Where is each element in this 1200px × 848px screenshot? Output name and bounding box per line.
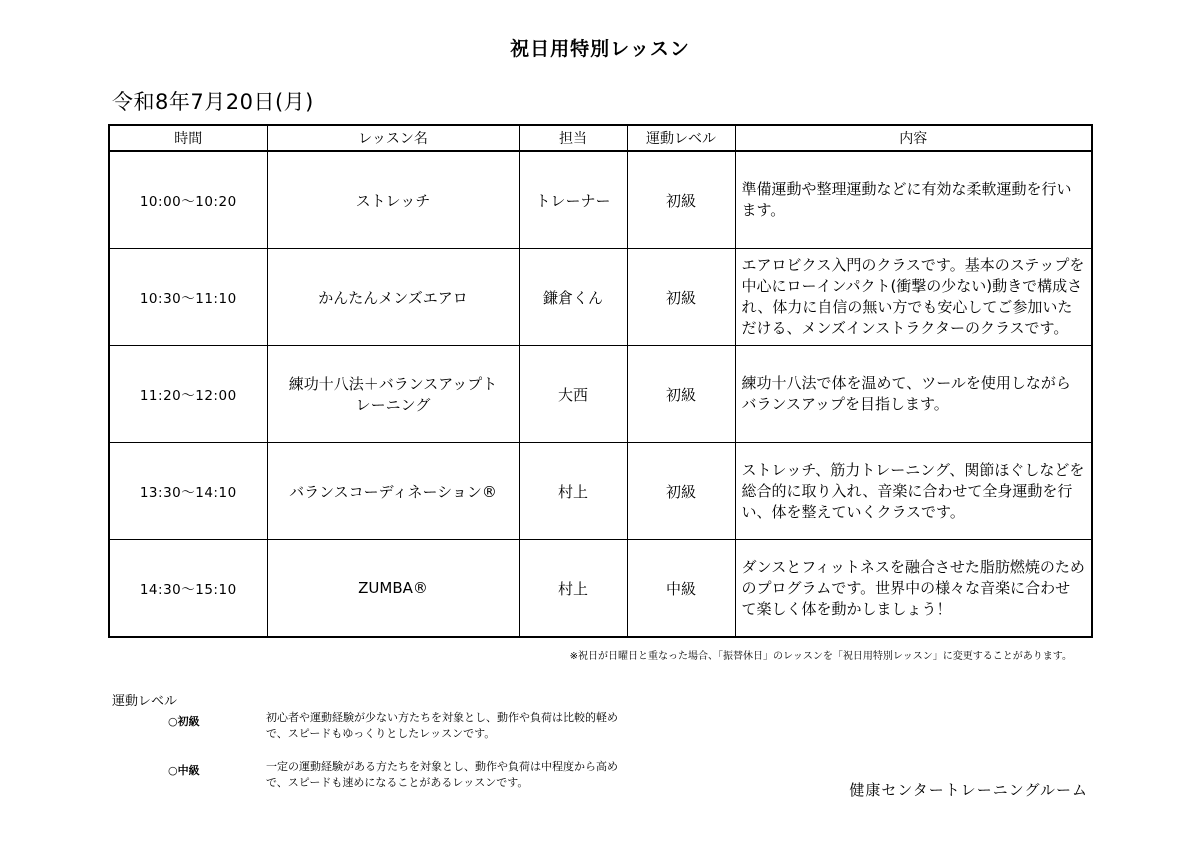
table-row xyxy=(109,249,1092,346)
lesson-instructor: 村上 xyxy=(519,540,627,638)
legend-title: 運動レベル xyxy=(112,694,178,709)
lesson-name: 練功十八法＋バランスアップトレーニング xyxy=(267,346,519,443)
lesson-level: 中級 xyxy=(627,540,735,638)
header-level: 運動レベル xyxy=(627,125,735,151)
table-row xyxy=(109,540,1092,638)
lesson-name: バランスコーディネーション® xyxy=(267,443,519,540)
header-instructor: 担当 xyxy=(519,125,627,151)
holiday-footnote: ※祝日が日曜日と重なった場合、「振替休日」のレッスンを「祝日用特別レッスン」に変更することがあります。 xyxy=(569,651,1072,662)
header-lesson-name: レッスン名 xyxy=(267,125,519,151)
organization-name: 健康センタートレーニングルーム xyxy=(849,781,1088,799)
table-row xyxy=(109,443,1092,540)
lesson-level: 初級 xyxy=(627,443,735,540)
lesson-content: エアロビクス入門のクラスです。基本のステップを中心にローインパクト(衝撃の少ない)動きで構成され、体力に自信の無い方でも安心してご参加いただける、メンズインストラクターのクラスです。 xyxy=(735,249,1092,346)
table-row xyxy=(109,346,1092,443)
page-title: 祝日用特別レッスン xyxy=(510,38,690,60)
header-time: 時間 xyxy=(109,125,267,151)
lesson-time: 11:20～12:00 xyxy=(109,346,267,443)
lesson-content: ストレッチ、筋力トレーニング、関節ほぐしなどを総合的に取り入れ、音楽に合わせて全身運動を行い、体を整えていくクラスです。 xyxy=(735,443,1092,540)
lesson-date: 令和8年7月20日(月) xyxy=(112,90,314,114)
lesson-time: 14:30～15:10 xyxy=(109,540,267,638)
legend-description-beginner: 初心者や運動経験が少ない方たちを対象とし、動作や負荷は比較的軽めで、スピードもゆっくりとしたレッスンです。 xyxy=(266,711,618,740)
legend-level-beginner: ○初級 xyxy=(168,715,200,728)
legend-description-intermediate: 一定の運動経験がある方たちを対象とし、動作や負荷は中程度から高めで、スピードも速めになることがあるレッスンです。 xyxy=(266,760,618,789)
lesson-instructor: 鎌倉くん xyxy=(519,249,627,346)
lesson-content: ダンスとフィットネスを融合させた脂肪燃焼のためのプログラムです。世界中の様々な音楽に合わせて楽しく体を動かしましょう！ xyxy=(735,540,1092,638)
lesson-level: 初級 xyxy=(627,249,735,346)
lesson-instructor: 大西 xyxy=(519,346,627,443)
table-header-row xyxy=(109,125,1092,151)
lesson-name: ストレッチ xyxy=(267,151,519,249)
lesson-time: 13:30～14:10 xyxy=(109,443,267,540)
lesson-schedule-table xyxy=(108,124,1093,638)
header-content: 内容 xyxy=(735,125,1092,151)
lesson-content: 準備運動や整理運動などに有効な柔軟運動を行います。 xyxy=(735,151,1092,249)
lesson-content: 練功十八法で体を温めて、ツールを使用しながらバランスアップを目指します。 xyxy=(735,346,1092,443)
lesson-name: かんたんメンズエアロ xyxy=(267,249,519,346)
legend-level-intermediate: ○中級 xyxy=(168,764,200,777)
lesson-instructor: 村上 xyxy=(519,443,627,540)
lesson-time: 10:30～11:10 xyxy=(109,249,267,346)
lesson-level: 初級 xyxy=(627,346,735,443)
lesson-level: 初級 xyxy=(627,151,735,249)
lesson-instructor: トレーナー xyxy=(519,151,627,249)
lesson-name: ZUMBA® xyxy=(267,540,519,638)
lesson-time: 10:00～10:20 xyxy=(109,151,267,249)
table-row xyxy=(109,151,1092,249)
